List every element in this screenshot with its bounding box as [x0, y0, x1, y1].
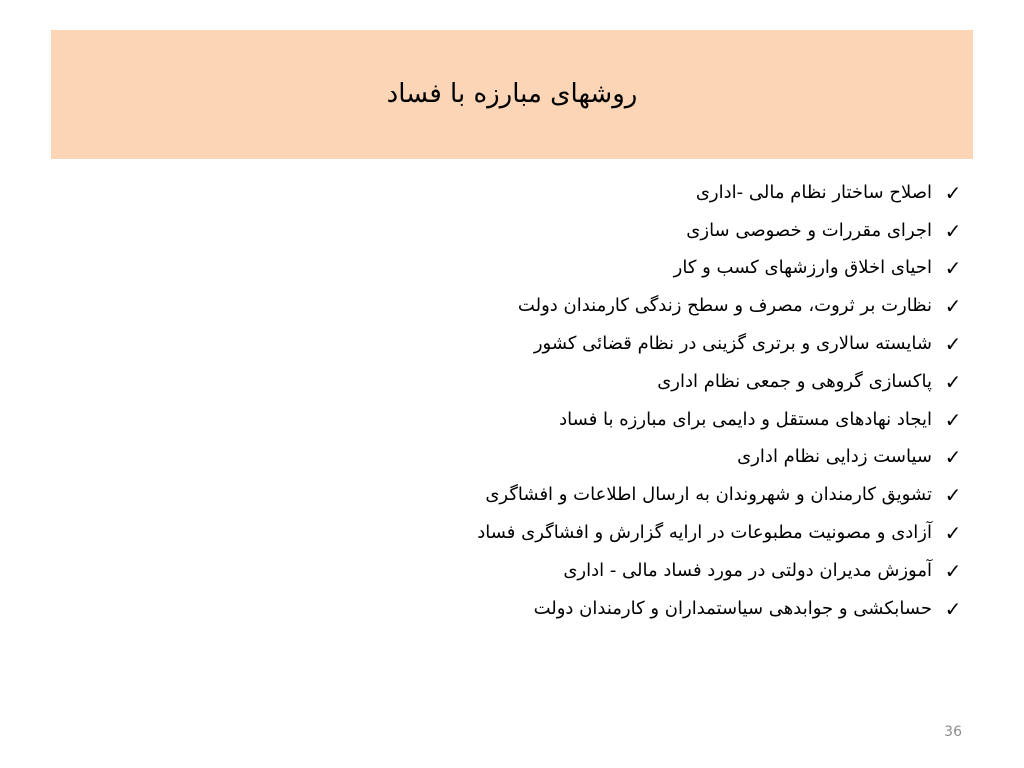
check-icon: ✓	[944, 596, 962, 621]
check-icon: ✓	[944, 483, 962, 508]
bullet-text: اجرای مقررات و خصوصی سازی	[686, 219, 932, 241]
check-icon: ✓	[944, 180, 962, 205]
bullet-item	[344, 325, 964, 363]
check-icon: ✓	[944, 407, 962, 432]
check-icon: ✓	[944, 256, 962, 281]
slide-title: روشهای مبارزه با فساد	[386, 78, 638, 109]
bullet-item	[344, 590, 964, 628]
bullet-text: شایسته سالاری و برتری گزینی در نظام قضائی کشور	[533, 333, 932, 355]
bullet-item	[344, 287, 964, 325]
check-icon: ✓	[944, 218, 962, 243]
bullet-text: نظارت بر ثروت، مصرف و سطح زندگی کارمندان دولت	[517, 295, 932, 317]
check-icon: ✓	[944, 332, 962, 357]
title-band	[51, 30, 973, 159]
bullet-text: احیای اخلاق وارزشهای کسب و کار	[673, 257, 932, 279]
bullet-text: آموزش مدیران دولتی در مورد فساد مالی - اداری	[563, 559, 932, 581]
check-icon: ✓	[944, 445, 962, 470]
bullet-item	[344, 174, 964, 212]
check-icon: ✓	[944, 521, 962, 546]
bullet-item	[344, 212, 964, 250]
bullet-text: آزادی و مصونیت مطبوعات در ارایه گزارش و افشاگری فساد	[477, 522, 932, 544]
bullet-item	[344, 476, 964, 514]
bullet-item	[344, 401, 964, 439]
bullet-list	[344, 174, 964, 628]
bullet-text: تشویق کارمندان و شهروندان به ارسال اطلاعات و افشاگری	[485, 484, 932, 506]
bullet-item	[344, 363, 964, 401]
bullet-item	[344, 514, 964, 552]
bullet-item	[344, 552, 964, 590]
check-icon: ✓	[944, 369, 962, 394]
check-icon: ✓	[944, 558, 962, 583]
bullet-text: اصلاح ساختار نظام مالی -اداری	[695, 181, 932, 203]
bullet-item	[344, 439, 964, 477]
bullet-text: پاکسازی گروهی و جمعی نظام اداری	[657, 370, 932, 392]
page-number: 36	[944, 724, 962, 740]
bullet-text: ایجاد نهادهای مستقل و دایمی برای مبارزه با فساد	[559, 408, 932, 430]
bullet-text: حسابکشی و جوابدهی سیاستمداران و کارمندان دولت	[533, 597, 932, 619]
bullet-item	[344, 250, 964, 288]
bullet-text: سیاست زدایی نظام اداری	[737, 446, 932, 468]
check-icon: ✓	[944, 294, 962, 319]
